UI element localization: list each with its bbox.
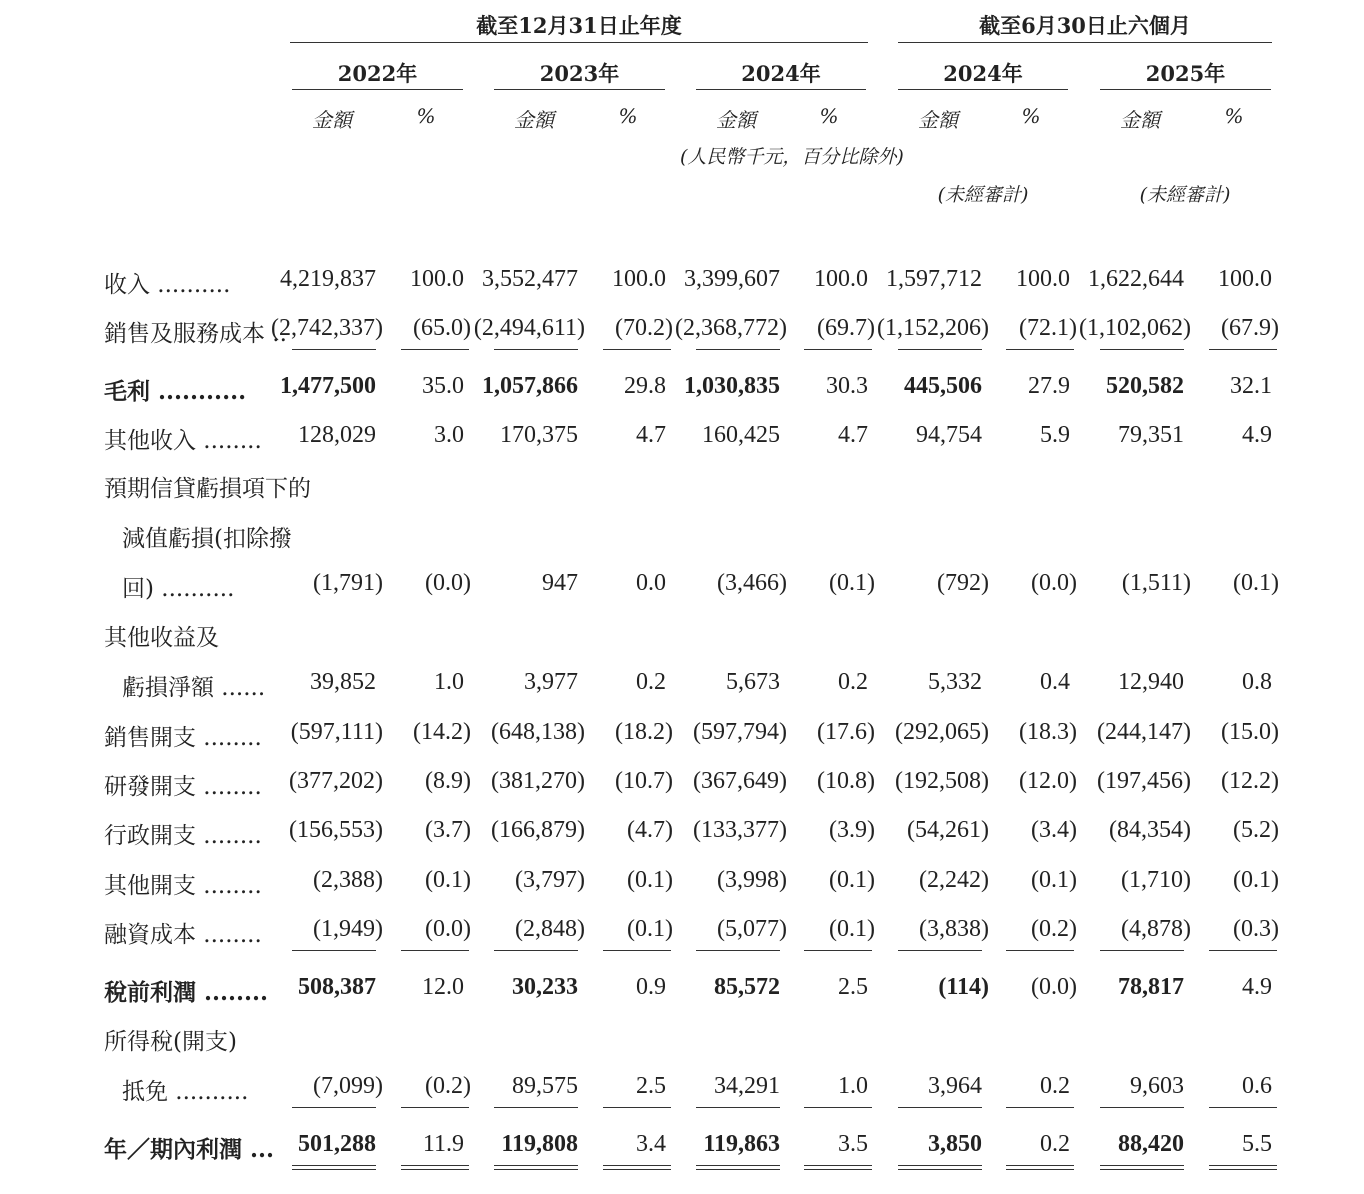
- amount-cell: 1,057,866: [482, 373, 578, 399]
- amount-cell: (54,261): [907, 817, 989, 843]
- double-underline: [603, 1165, 671, 1170]
- percent-cell: 3.0: [434, 422, 464, 448]
- percent-cell: (0.1): [829, 867, 875, 893]
- percent-cell: (70.2): [615, 315, 673, 341]
- amount-cell: 85,572: [714, 974, 780, 1000]
- percent-column-header: %: [1224, 104, 1244, 128]
- percent-cell: (15.0): [1221, 719, 1279, 745]
- percent-cell: 0.2: [838, 669, 868, 695]
- amount-column-header: 金額: [918, 108, 958, 132]
- amount-cell: (792): [937, 570, 989, 596]
- amount-cell: 89,575: [512, 1073, 578, 1099]
- percent-cell: 32.1: [1230, 373, 1272, 399]
- subtotal-underline: [898, 349, 982, 350]
- amount-cell: 520,582: [1106, 373, 1184, 399]
- double-underline: [292, 1165, 376, 1170]
- amount-cell: (156,553): [289, 817, 383, 843]
- year-header: 2022年: [337, 61, 418, 86]
- subtotal-underline: [603, 950, 671, 951]
- header-annual-period: 截至12月31日止年度: [476, 13, 682, 38]
- subtotal-underline: [898, 950, 982, 951]
- percent-cell: 12.0: [422, 974, 464, 1000]
- subtotal-underline: [401, 1107, 469, 1108]
- row-label: 抵免 ..........: [122, 1079, 249, 1105]
- amount-cell: (1,511): [1121, 570, 1191, 596]
- percent-column-header: %: [1021, 104, 1041, 128]
- percent-cell: (18.3): [1019, 719, 1077, 745]
- percent-cell: (67.9): [1221, 315, 1279, 341]
- percent-cell: (0.1): [627, 867, 673, 893]
- subtotal-underline: [1006, 349, 1074, 350]
- amount-cell: (3,998): [717, 867, 787, 893]
- amount-cell: 1,477,500: [280, 373, 376, 399]
- amount-column-header: 金額: [312, 108, 352, 132]
- subtotal-underline: [494, 1107, 578, 1108]
- percent-cell: 4.9: [1242, 422, 1272, 448]
- subtotal-underline: [696, 349, 780, 350]
- double-underline: [696, 1165, 780, 1170]
- amount-cell: (1,152,206): [877, 315, 989, 341]
- amount-column-header: 金額: [1120, 108, 1160, 132]
- amount-cell: (2,388): [313, 867, 383, 893]
- amount-cell: (3,797): [515, 867, 585, 893]
- percent-cell: (0.2): [1031, 916, 1077, 942]
- amount-cell: 5,332: [928, 669, 982, 695]
- percent-cell: 0.2: [1040, 1073, 1070, 1099]
- row-label: 所得稅(開支): [104, 1029, 237, 1055]
- double-underline: [494, 1165, 578, 1170]
- percent-cell: 0.2: [1040, 1131, 1070, 1157]
- subtotal-underline: [804, 349, 872, 350]
- amount-cell: 3,399,607: [684, 266, 780, 292]
- amount-cell: (381,270): [491, 768, 585, 794]
- percent-cell: (0.1): [1233, 867, 1279, 893]
- amount-cell: 3,850: [928, 1131, 982, 1157]
- header-interim-rule: [898, 42, 1272, 43]
- percent-cell: (18.2): [615, 719, 673, 745]
- year-header: 2023年: [539, 61, 620, 86]
- percent-cell: (0.1): [1233, 570, 1279, 596]
- amount-cell: (7,099): [313, 1073, 383, 1099]
- subtotal-underline: [1209, 349, 1277, 350]
- amount-cell: 1,622,644: [1088, 266, 1184, 292]
- double-underline: [804, 1165, 872, 1170]
- percent-cell: (3.9): [829, 817, 875, 843]
- percent-cell: 100.0: [612, 266, 666, 292]
- row-label: 減值虧損(扣除撥: [122, 526, 292, 552]
- year-header-rule: [292, 89, 463, 90]
- amount-cell: 445,506: [904, 373, 982, 399]
- double-underline: [1100, 1165, 1184, 1170]
- percent-cell: 5.9: [1040, 422, 1070, 448]
- percent-cell: 100.0: [814, 266, 868, 292]
- percent-cell: (0.3): [1233, 916, 1279, 942]
- percent-cell: 35.0: [422, 373, 464, 399]
- amount-cell: (2,242): [919, 867, 989, 893]
- row-label: 融資成本 ........: [104, 922, 262, 948]
- percent-cell: 11.9: [422, 1131, 464, 1157]
- percent-cell: 29.8: [624, 373, 666, 399]
- amount-cell: (367,649): [693, 768, 787, 794]
- subtotal-underline: [1209, 950, 1277, 951]
- amount-cell: 1,597,712: [886, 266, 982, 292]
- year-header-rule: [898, 89, 1068, 90]
- year-header: 2025年: [1145, 61, 1226, 86]
- percent-cell: 1.0: [434, 669, 464, 695]
- percent-cell: 100.0: [1016, 266, 1070, 292]
- amount-cell: 119,863: [703, 1131, 780, 1157]
- percent-cell: 27.9: [1028, 373, 1070, 399]
- unit-note: (人民幣千元，百分比除外): [680, 146, 904, 168]
- subtotal-underline: [494, 950, 578, 951]
- amount-cell: (3,466): [717, 570, 787, 596]
- percent-cell: (8.9): [425, 768, 471, 794]
- amount-cell: (114): [938, 974, 989, 1000]
- subtotal-underline: [1100, 349, 1184, 350]
- amount-cell: 34,291: [714, 1073, 780, 1099]
- amount-cell: 79,351: [1118, 422, 1184, 448]
- row-label: 行政開支 ........: [104, 823, 262, 849]
- amount-cell: (2,494,611): [473, 315, 585, 341]
- percent-cell: 3.4: [636, 1131, 666, 1157]
- amount-cell: (133,377): [693, 817, 787, 843]
- percent-cell: 4.9: [1242, 974, 1272, 1000]
- percent-cell: (12.0): [1019, 768, 1077, 794]
- double-underline: [1209, 1165, 1277, 1170]
- percent-cell: 0.2: [636, 669, 666, 695]
- percent-cell: (0.0): [425, 570, 471, 596]
- subtotal-underline: [292, 349, 376, 350]
- amount-cell: (292,065): [895, 719, 989, 745]
- amount-cell: (2,368,772): [675, 315, 787, 341]
- amount-cell: (1,710): [1121, 867, 1191, 893]
- percent-cell: 1.0: [838, 1073, 868, 1099]
- percent-cell: 3.5: [838, 1131, 868, 1157]
- amount-cell: 128,029: [298, 422, 376, 448]
- subtotal-underline: [696, 950, 780, 951]
- amount-cell: 94,754: [916, 422, 982, 448]
- percent-cell: 0.9: [636, 974, 666, 1000]
- amount-cell: (1,791): [313, 570, 383, 596]
- amount-cell: (244,147): [1097, 719, 1191, 745]
- percent-cell: (0.0): [1031, 974, 1077, 1000]
- subtotal-underline: [292, 950, 376, 951]
- double-underline: [401, 1165, 469, 1170]
- subtotal-underline: [494, 349, 578, 350]
- amount-cell: 9,603: [1130, 1073, 1184, 1099]
- percent-column-header: %: [819, 104, 839, 128]
- row-label: 其他開支 ........: [104, 873, 262, 899]
- year-header: 2024年: [943, 61, 1023, 86]
- subtotal-underline: [1006, 1107, 1074, 1108]
- subtotal-underline: [1209, 1107, 1277, 1108]
- amount-cell: 1,030,835: [684, 373, 780, 399]
- percent-cell: 0.6: [1242, 1073, 1272, 1099]
- subtotal-underline: [401, 950, 469, 951]
- amount-cell: 78,817: [1118, 974, 1184, 1000]
- amount-cell: 12,940: [1118, 669, 1184, 695]
- percent-column-header: %: [618, 104, 638, 128]
- row-label: 研發開支 ........: [104, 774, 262, 800]
- double-underline: [898, 1165, 982, 1170]
- row-label: 其他收入 ........: [104, 428, 262, 454]
- subtotal-underline: [804, 1107, 872, 1108]
- subtotal-underline: [898, 1107, 982, 1108]
- amount-cell: 88,420: [1118, 1131, 1184, 1157]
- subtotal-underline: [603, 1107, 671, 1108]
- amount-cell: (192,508): [895, 768, 989, 794]
- percent-cell: (0.1): [627, 916, 673, 942]
- row-label: 銷售及服務成本 ..: [104, 321, 287, 347]
- percent-cell: 0.4: [1040, 669, 1070, 695]
- year-header: 2024年: [741, 61, 821, 86]
- percent-cell: 30.3: [826, 373, 868, 399]
- percent-cell: (10.7): [615, 768, 673, 794]
- percent-cell: (0.1): [425, 867, 471, 893]
- subtotal-underline: [401, 349, 469, 350]
- row-label: 毛利 ...........: [104, 378, 247, 405]
- amount-cell: (4,878): [1121, 916, 1191, 942]
- amount-cell: 947: [542, 570, 578, 596]
- percent-cell: (12.2): [1221, 768, 1279, 794]
- percent-cell: 0.8: [1242, 669, 1272, 695]
- row-label: 收入 ..........: [104, 272, 231, 298]
- subtotal-underline: [1006, 950, 1074, 951]
- percent-cell: 4.7: [838, 422, 868, 448]
- amount-cell: 5,673: [726, 669, 780, 695]
- amount-column-header: 金額: [716, 108, 756, 132]
- percent-cell: 100.0: [1218, 266, 1272, 292]
- amount-cell: 4,219,837: [280, 266, 376, 292]
- percent-cell: (0.1): [829, 916, 875, 942]
- amount-cell: (2,742,337): [271, 315, 383, 341]
- percent-cell: 5.5: [1242, 1131, 1272, 1157]
- row-label: 其他收益及: [104, 625, 219, 651]
- percent-cell: 100.0: [410, 266, 464, 292]
- unaudited-note-2025: (未經審計): [1139, 184, 1231, 206]
- row-label: 銷售開支 ........: [104, 725, 262, 751]
- amount-cell: (1,949): [313, 916, 383, 942]
- percent-cell: (0.0): [1031, 570, 1077, 596]
- amount-cell: 119,808: [501, 1131, 578, 1157]
- subtotal-underline: [1100, 950, 1184, 951]
- percent-cell: (10.8): [817, 768, 875, 794]
- amount-cell: 39,852: [310, 669, 376, 695]
- percent-cell: (5.2): [1233, 817, 1279, 843]
- percent-cell: (17.6): [817, 719, 875, 745]
- percent-cell: (0.1): [1031, 867, 1077, 893]
- amount-cell: (3,838): [919, 916, 989, 942]
- amount-cell: 508,387: [298, 974, 376, 1000]
- amount-cell: (648,138): [491, 719, 585, 745]
- percent-column-header: %: [416, 104, 436, 128]
- subtotal-underline: [292, 1107, 376, 1108]
- amount-cell: 170,375: [500, 422, 578, 448]
- percent-cell: (65.0): [413, 315, 471, 341]
- percent-cell: (0.1): [829, 570, 875, 596]
- amount-cell: (5,077): [717, 916, 787, 942]
- amount-cell: (166,879): [491, 817, 585, 843]
- double-underline: [1006, 1165, 1074, 1170]
- row-label: 年／期內利潤 ...: [104, 1136, 275, 1163]
- amount-cell: 3,977: [524, 669, 578, 695]
- amount-cell: (597,111): [290, 719, 383, 745]
- year-header-rule: [494, 89, 665, 90]
- percent-cell: (4.7): [627, 817, 673, 843]
- row-label: 稅前利潤 ........: [104, 979, 269, 1006]
- amount-cell: (377,202): [289, 768, 383, 794]
- percent-cell: (14.2): [413, 719, 471, 745]
- row-label: 虧損淨額 ......: [122, 675, 266, 701]
- amount-cell: 160,425: [702, 422, 780, 448]
- unaudited-note-2024: (未經審計): [937, 184, 1029, 206]
- row-label: 預期信貸虧損項下的: [104, 476, 311, 502]
- amount-cell: (197,456): [1097, 768, 1191, 794]
- subtotal-underline: [696, 1107, 780, 1108]
- percent-cell: (72.1): [1019, 315, 1077, 341]
- year-header-rule: [1100, 89, 1271, 90]
- row-label: 回) ..........: [122, 576, 235, 602]
- amount-cell: 3,964: [928, 1073, 982, 1099]
- percent-cell: 0.0: [636, 570, 666, 596]
- header-interim-period: 截至6月30日止六個月: [979, 13, 1191, 38]
- amount-cell: (597,794): [693, 719, 787, 745]
- amount-cell: 501,288: [298, 1131, 376, 1157]
- percent-cell: 2.5: [636, 1073, 666, 1099]
- subtotal-underline: [1100, 1107, 1184, 1108]
- year-header-rule: [696, 89, 866, 90]
- percent-cell: (0.0): [425, 916, 471, 942]
- amount-cell: (2,848): [515, 916, 585, 942]
- header-annual-rule: [290, 42, 868, 43]
- amount-cell: (84,354): [1109, 817, 1191, 843]
- amount-cell: 3,552,477: [482, 266, 578, 292]
- percent-cell: (3.7): [425, 817, 471, 843]
- amount-column-header: 金額: [514, 108, 554, 132]
- subtotal-underline: [804, 950, 872, 951]
- percent-cell: 4.7: [636, 422, 666, 448]
- percent-cell: (69.7): [817, 315, 875, 341]
- percent-cell: (3.4): [1031, 817, 1077, 843]
- percent-cell: (0.2): [425, 1073, 471, 1099]
- amount-cell: 30,233: [512, 974, 578, 1000]
- subtotal-underline: [603, 349, 671, 350]
- amount-cell: (1,102,062): [1079, 315, 1191, 341]
- percent-cell: 2.5: [838, 974, 868, 1000]
